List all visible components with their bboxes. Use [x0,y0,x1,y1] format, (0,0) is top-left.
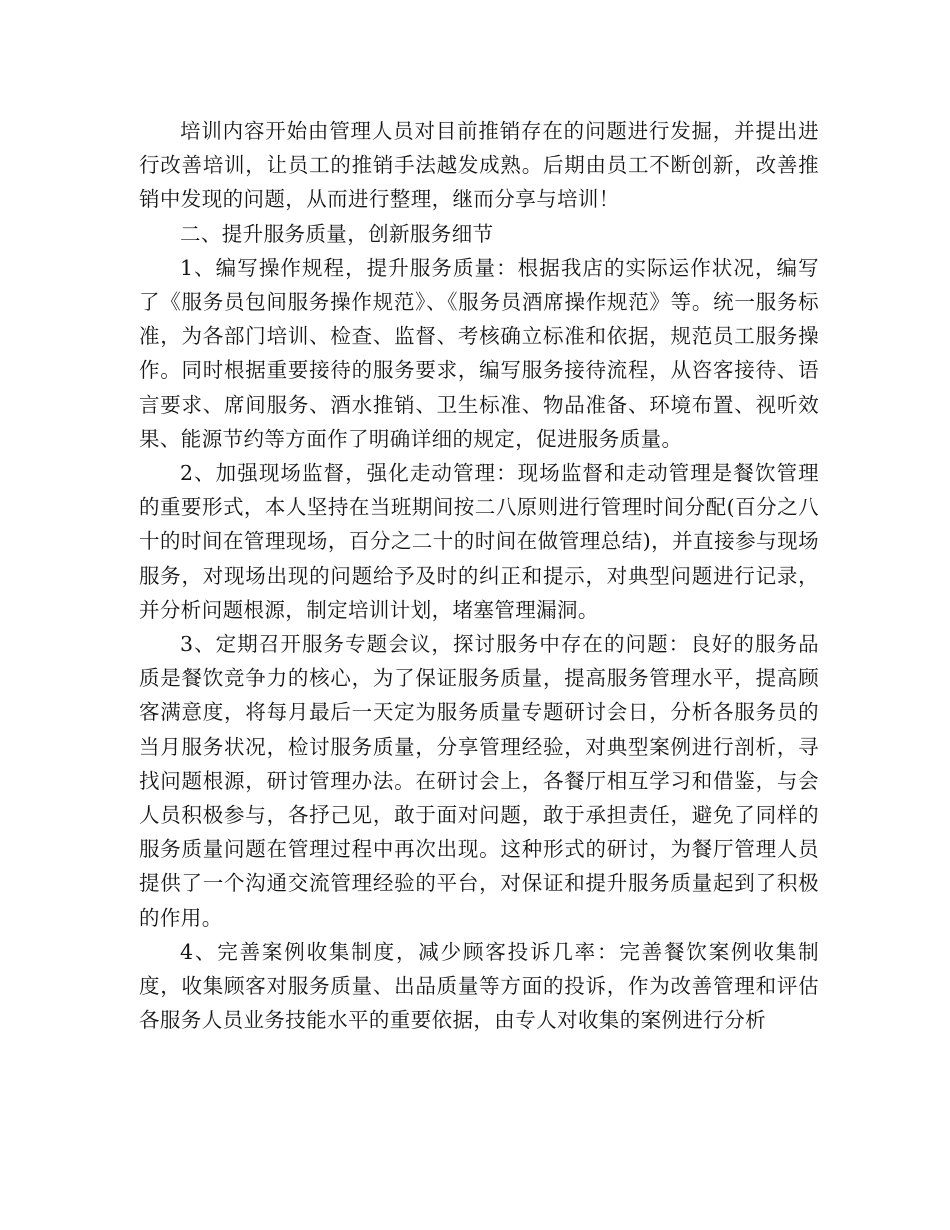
paragraph-case-collection: 4、完善案例收集制度，减少顾客投诉几率：完善餐饮案例收集制度，收集顾客对服务质量、出品质量等方面的投诉，作为改善管理和评估各服务人员业务技能水平的重要依据，由专人对收集的案例进行分析 [139,939,819,1033]
document-body [139,114,819,1037]
paragraph-onsite-supervision: 2、加强现场监督，强化走动管理：现场监督和走动管理是餐饮管理的重要形式，本人坚持在当班期间按二八原则进行管理时间分配(百分之八十的时间在管理现场，百分之二十的时间在做管理总结)，并直接参与现场服务，对现场出现的问题给予及时的纠正和提示，对典型问题进行记录，并分析问题根源，制定培训计划，堵塞管理漏洞。 [139,461,819,622]
section-heading-service-quality: 二、提升服务质量，创新服务细节 [180,221,494,246]
paragraph-operation-procedures: 1、编写操作规程，提升服务质量：根据我店的实际运作状况，编写了《服务员包间服务操作规范》、《服务员酒席操作规范》等。统一服务标准，为各部门培训、检查、监督、考核确立标准和依据，规范员工服务操作。同时根据重要接待的服务要求，编写服务接待流程，从咨客接待、语言要求、席间服务、酒水推销、卫生标准、物品准备、环境布置、视听效果、能源节约等方面作了明确详细的规定，促进服务质量。 [139,255,819,451]
paragraph-service-meetings: 3、定期召开服务专题会议，探讨服务中存在的问题：良好的服务品质是餐饮竞争力的核心，为了保证服务质量，提高服务管理水平，提高顾客满意度，将每月最后一天定为服务质量专题研讨会日，分析各服务员的当月服务状况，检讨服务质量，分享管理经验，对典型案例进行剖析，寻找问题根源，研讨管理办法。在研讨会上，各餐厅相互学习和借鉴，与会人员积极参与，各抒己见，敢于面对问题，敢于承担责任，避免了同样的服务质量问题在管理过程中再次出现。这种形式的研讨，为餐厅管理人员提供了一个沟通交流管理经验的平台，对保证和提升服务质量起到了积极的作用。 [139,632,819,930]
paragraph-training-content: 培训内容开始由管理人员对目前推销存在的问题进行发掘，并提出进行改善培训，让员工的推销手法越发成熟。后期由员工不断创新，改善推销中发现的问题，从而进行整理，继而分享与培训！ [139,119,819,212]
